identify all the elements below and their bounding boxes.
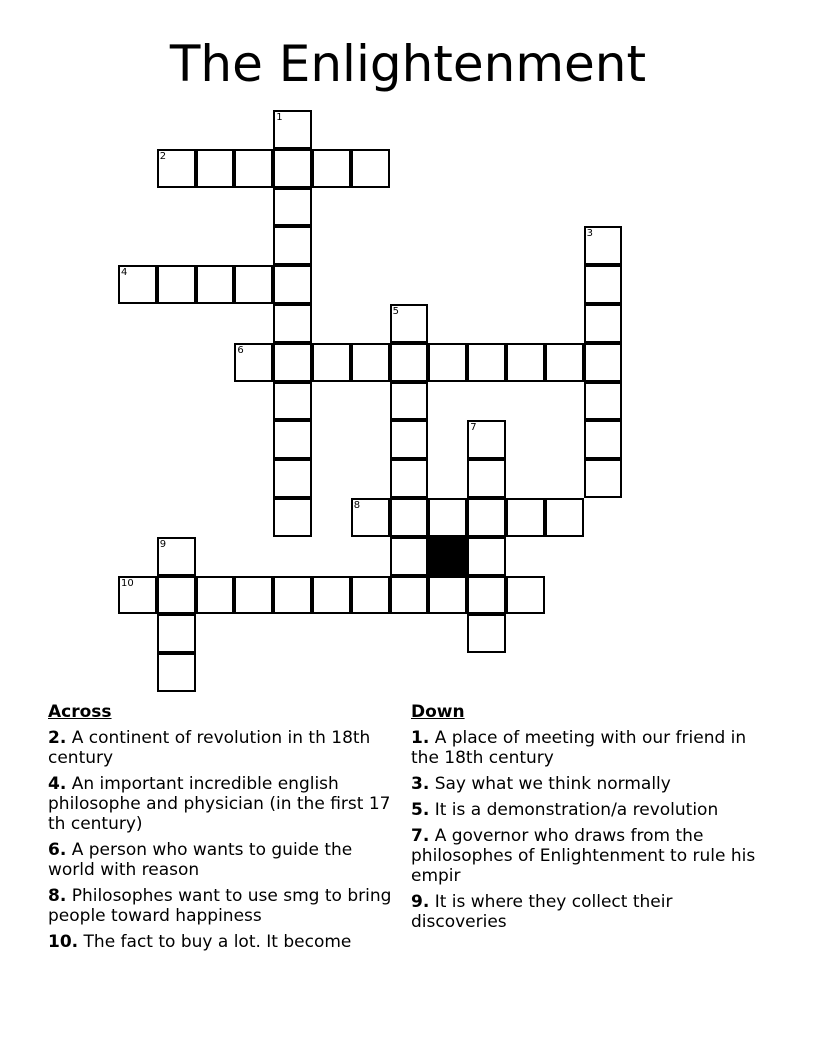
down-clue — [411, 774, 771, 794]
grid-cell[interactable] — [273, 304, 312, 343]
grid-cell[interactable] — [545, 498, 584, 537]
grid-cell[interactable] — [273, 382, 312, 421]
clue-label-number: 10. — [48, 932, 79, 952]
clue-label-number: 1. — [411, 728, 430, 748]
across-clue — [48, 774, 398, 834]
clue-text: A place of meeting with our friend in the 18th century — [411, 728, 747, 768]
clue-number: 2 — [159, 150, 167, 162]
clue-number: 5 — [392, 306, 399, 317]
down-clues — [411, 702, 771, 938]
clue-text: The fact to buy a lot. It become — [83, 932, 352, 952]
grid-cell[interactable] — [584, 343, 623, 382]
clue-text: A continent of revolution in th 18th century — [48, 728, 371, 768]
grid-cell[interactable] — [390, 537, 429, 576]
grid-cell[interactable] — [351, 343, 390, 382]
grid-cell[interactable] — [273, 498, 312, 537]
grid-cell[interactable] — [234, 343, 273, 382]
grid-cell[interactable] — [467, 420, 506, 459]
clue-text: It is where they collect their discoveries — [411, 892, 673, 932]
clue-number: 7 — [470, 422, 477, 434]
grid-cell[interactable] — [196, 149, 235, 188]
clue-number: 10 — [121, 577, 134, 589]
grid-cell[interactable] — [390, 343, 429, 382]
clue-number: 3 — [586, 228, 593, 240]
grid-cell[interactable] — [584, 459, 623, 498]
clue-label-number: 3. — [411, 774, 430, 794]
clue-label-number: 5. — [411, 800, 430, 820]
clue-text: Philosophes want to use smg to bring people toward happiness — [48, 886, 392, 926]
clue-label-number: 7. — [411, 826, 430, 846]
clue-text: Say what we think normally — [434, 774, 671, 794]
across-clue — [48, 728, 398, 768]
grid-cell[interactable] — [584, 265, 623, 304]
clue-number: 1 — [276, 112, 283, 123]
grid-cell[interactable] — [118, 576, 157, 615]
clue-label-number: 8. — [48, 886, 67, 906]
down-clue — [411, 892, 771, 932]
clue-number: 4 — [121, 267, 128, 279]
grid-cell[interactable] — [467, 498, 506, 537]
grid-cell[interactable] — [157, 653, 196, 692]
grid-cell[interactable] — [351, 498, 390, 537]
grid-cell[interactable] — [390, 420, 429, 459]
grid-cell[interactable] — [234, 149, 273, 188]
grid-cell[interactable] — [584, 382, 623, 421]
grid-cell[interactable] — [157, 149, 196, 188]
down-clue — [411, 728, 771, 768]
grid-cell[interactable] — [273, 420, 312, 459]
grid-cell[interactable] — [545, 343, 584, 382]
down-clue — [411, 826, 771, 886]
grid-cell[interactable] — [506, 343, 545, 382]
grid-cell[interactable] — [157, 265, 196, 304]
grid-cell[interactable] — [428, 576, 467, 615]
grid-cell[interactable] — [312, 343, 351, 382]
page-title: The Enlightenment — [169, 35, 647, 93]
clue-label-number: 4. — [48, 774, 67, 794]
grid-cell[interactable] — [467, 614, 506, 653]
grid-cell[interactable] — [312, 576, 351, 615]
grid-cell[interactable] — [273, 188, 312, 227]
grid-cell[interactable] — [428, 343, 467, 382]
grid-cell[interactable] — [467, 537, 506, 576]
grid-cell[interactable] — [273, 226, 312, 265]
clue-label-number: 9. — [411, 892, 430, 912]
grid-cell[interactable] — [506, 576, 545, 615]
grid-cell[interactable] — [467, 343, 506, 382]
grid-cell[interactable] — [351, 576, 390, 615]
grid-cell[interactable] — [351, 149, 390, 188]
grid-cell[interactable] — [273, 459, 312, 498]
grid-cell[interactable] — [467, 576, 506, 615]
grid-cell[interactable] — [584, 226, 623, 265]
clue-label-number: 2. — [48, 728, 67, 748]
grid-cell[interactable] — [196, 265, 235, 304]
clue-number: 9 — [159, 538, 167, 550]
grid-cell[interactable] — [390, 382, 429, 421]
grid-cell[interactable] — [312, 149, 351, 188]
grid-cell[interactable] — [428, 498, 467, 537]
grid-cell[interactable] — [196, 576, 235, 615]
clue-text: A governor who draws from the philosophes of Enlightenment to rule his empir — [411, 826, 756, 886]
clue-text: It is a demonstration/a revolution — [434, 800, 719, 820]
grid-cell[interactable] — [506, 498, 545, 537]
grid-cell[interactable] — [467, 459, 506, 498]
clue-text: A person who wants to guide the world with reason — [48, 840, 353, 880]
grid-cell[interactable] — [157, 614, 196, 653]
grid-cell[interactable] — [584, 420, 623, 459]
across-heading: Across — [48, 702, 112, 722]
grid-cell[interactable] — [234, 576, 273, 615]
grid-cell-black — [428, 537, 467, 576]
grid-cell[interactable] — [390, 576, 429, 615]
down-heading: Down — [411, 702, 465, 722]
clue-text: An important incredible english philosophe and physician (in the first 17 th century) — [48, 774, 391, 834]
clue-number: 6 — [237, 344, 244, 356]
clue-label-number: 6. — [48, 840, 67, 860]
grid-cell[interactable] — [273, 110, 312, 149]
across-clues — [48, 702, 398, 958]
across-clue — [48, 932, 398, 952]
grid-cell[interactable] — [157, 537, 196, 576]
grid-cell[interactable] — [390, 498, 429, 537]
across-clue — [48, 886, 398, 926]
grid-cell[interactable] — [390, 459, 429, 498]
grid-cell[interactable] — [234, 265, 273, 304]
grid-cell[interactable] — [273, 576, 312, 615]
down-clue — [411, 800, 771, 820]
grid-cell[interactable] — [273, 149, 312, 188]
grid-cell[interactable] — [157, 576, 196, 615]
grid-cell[interactable] — [118, 265, 157, 304]
grid-cell[interactable] — [273, 343, 312, 382]
grid-cell[interactable] — [584, 304, 623, 343]
across-clue — [48, 840, 398, 880]
clue-number: 8 — [353, 500, 361, 511]
grid-cell[interactable] — [390, 304, 429, 343]
grid-cell[interactable] — [273, 265, 312, 304]
